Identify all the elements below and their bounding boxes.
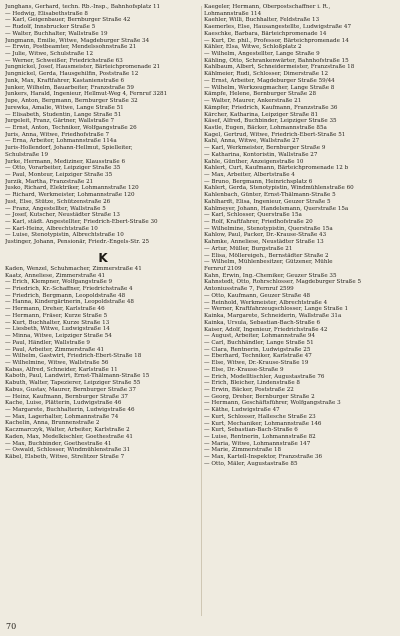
directory-entry: Kaehler, Willi, Buchhalter, Feldstraße 13 — [204, 17, 320, 24]
directory-entry: — Katharina, Kontoristin, Wallstraße 27 — [204, 151, 318, 158]
directory-entry: — Maria, Witwe, Lohmannstraße 147 — [204, 440, 311, 447]
column-divider — [201, 6, 202, 616]
directory-entry: — Heinz, Kaufmann, Bernburger Straße 37 — [5, 393, 128, 400]
directory-entry: — Otto, Kaufmann, Geuzer Straße 48 — [204, 292, 311, 299]
directory-entry: Jurewka, Amalie, Witwe, Lange Straße 51 — [5, 104, 124, 111]
directory-entry: — Elisabeth, Studentin, Lange Straße 51 — [5, 111, 122, 118]
directory-entry: — Walter, Buchhalter, Wallstraße 19 — [5, 30, 108, 37]
directory-entry: — Wilhelm, Angestellter, Lange Straße 9 — [204, 51, 320, 58]
directory-entry: Kaboth, Paul, Landwirt, Ernst-Thälmann-Straße 15 — [5, 373, 150, 380]
directory-entry: — Erich, Modelltischler, Augustastraße 76 — [204, 373, 325, 380]
directory-entry: Kagel, Gertrud, Witwe, Friedrich-Ebert-Straße 51 — [204, 131, 346, 138]
directory-entry: Kainka, Ursula, Sebastian-Bach-Straße 6 — [204, 319, 321, 326]
directory-entry: — Clara, Rentnerin, Ludwigstraße 25 — [204, 346, 311, 353]
directory-entry: — Karl, städt. Angestellter, Friedrich-Ebert-Straße 30 — [5, 219, 158, 225]
directory-entry: — Wilhelm, Mühlenbesitzer, Gützener, Mühle — [204, 259, 333, 266]
directory-entry: Kähling, Otto, Schrankenwärter, Bahnhofstraße 15 — [204, 57, 349, 64]
directory-entry: Kachelin, Anna, Brunnenstraße 2 — [5, 420, 100, 427]
directory-entry: Kache, Luise, Plätterin, Ludwigstraße 46 — [5, 400, 122, 407]
directory-entry: Juris, Anna, Witwe, Friedhofstraße 7 — [5, 131, 110, 138]
directory-entry: Kahlow, Paul, Packer, Dr.-Krause-Straße 43 — [204, 232, 327, 239]
directory-entry: — Else, Witwe, Dr.-Krause-Straße 19 — [204, 360, 309, 367]
directory-entry: Kähler, Elsa, Witwe, Schloßplatz 2 — [204, 44, 302, 51]
directory-entry: — Franz, Angestellter, Wallstraße 5 — [5, 205, 106, 212]
directory-entry: — Kurt, Mechaniker, Lohmannstraße 146 — [204, 420, 322, 427]
directory-entry: Jurzik, Martha, Franzstraße 21 — [5, 178, 94, 185]
directory-entry: Kaczmarczyk, Walter, Arbeiter, Karlstraße 2 — [5, 427, 130, 434]
directory-entry: — Erwin, Postbeamter, Mendelssohnstraße 21 — [5, 44, 137, 51]
directory-entry: Junkers, Harald, Ingenieur, Hellmut-Weg 4, Fernruf 3281 — [5, 91, 168, 98]
directory-entry: Kabas, Alfred, Schneider, Karlstraße 11 — [5, 366, 118, 373]
directory-entry: — Rolf, Kraftfahrer, Friedhofstraße 20 — [204, 219, 313, 225]
directory-entry: — Oswald, Schlosser, Windmühlenstraße 31 — [5, 447, 131, 454]
directory-entry: Jusko, Richard, Elektriker, Lohmannstraße 120 — [5, 185, 139, 192]
directory-entry: Kastle, Eugen, Bäcker, Lohmannstraße 85a — [204, 124, 327, 131]
directory-entry: — August, Arbeiter, Lohmannstraße 94 — [204, 333, 316, 340]
directory-entry: — Artur, Müller, Burgstraße 21 — [204, 245, 293, 252]
directory-entry: — Margarete, Buchhalterin, Ludwigstraße 46 — [5, 406, 135, 413]
directory-entry: Käsef, Alfred, Buchbinder, Leipziger Straße 35 — [204, 118, 337, 125]
directory-entry: — Luise, Stenotypistin, Albrechtstraße 10 — [5, 232, 124, 239]
page-number: 70 — [6, 622, 17, 631]
directory-entry: Kahlert, Curt, Kaufmann, Bärteichpromenade 12 b — [204, 165, 349, 172]
directory-entry: Kämpfe, Helene, Bernburger Straße 28 — [204, 91, 317, 98]
directory-entry: — Hanna, Kindergärtnerin, Leopoldstraße 48 — [5, 299, 134, 306]
directory-entry: — Otto, Mäler, Augustastraße 85 — [204, 460, 298, 467]
left-column — [5, 4, 201, 461]
directory-entry: Jungnickel, Josef, Hausmeister, Bärteichpromenade 21 — [5, 64, 161, 71]
directory-entry: — Marie, Zimmerstraße 18 — [204, 447, 282, 454]
directory-entry: — Josef, Kutscher, Neustädter Straße 13 — [5, 212, 120, 219]
directory-entry: — Wilhelm, Gastwirt, Friedrich-Ebert-Straße 18 — [5, 353, 142, 360]
directory-entry: — Minna, Witwe, Leipziger Straße 54 — [5, 333, 112, 340]
directory-entry: — Liesbeth, Witwe, Ludwigstraße 14 — [5, 326, 110, 333]
directory-entry: Kämpfer, Friedrich, Kaufmann, Franzstraße 36 — [204, 104, 338, 111]
directory-entry: — Julie, Witwe, Schulstraße 12 — [5, 51, 94, 58]
directory-entry: — Luise, Rentnerin, Lohmannstraße 82 — [204, 434, 316, 440]
directory-entry: Kärcher, Katharina, Leipziger Straße 81 — [204, 111, 319, 118]
right-column-entries — [204, 4, 400, 468]
directory-entry: Fernruf 2109 — [204, 266, 242, 273]
directory-entry: — Eberhard, Techniker, Karlstraße 47 — [204, 353, 312, 360]
directory-entry: — Erna, Arbeiter, Lohmannstraße 114a — [5, 138, 117, 145]
directory-entry: — Bruno, Bergmann, Heinrichsplatz 6 — [204, 178, 313, 185]
directory-entry: — Ernst, Arbeiter, Magdeburger Straße 59/44 — [204, 77, 335, 84]
directory-entry: — Erwin, Bäcker, Poststraße 22 — [204, 386, 294, 393]
directory-entry: — Wilhelmine, Stenotypistin, Querstraße 15a — [204, 225, 333, 232]
directory-entry: — Karl-Heinz, Albrechtstraße 10 — [5, 225, 98, 232]
directory-entry: Kabuth, Walter, Tapezierer, Leipziger Straße 55 — [5, 380, 141, 387]
directory-entry: — Hermann, Geschäftsführer, Wolfgangstraße 3 — [204, 400, 341, 407]
directory-entry: — Ernst, Anton, Techniker, Wolfgangstraße 26 — [5, 124, 137, 131]
directory-entry: Jurke, Hermann, Mediziner, Klausstraße 6 — [5, 158, 125, 165]
directory-entry: — Werner, Schweißer, Friedrichstraße 63 — [5, 57, 123, 64]
directory-entry: — Wilhelm, Werkzeugmacher, Lange Straße 8 — [204, 84, 335, 91]
directory-entry: Lohmannstraße 114 — [204, 10, 262, 17]
directory-entry: — Werner, Kraftfahrzeugschlosser, Lange Straße 1 — [204, 306, 349, 313]
directory-entry: Justinger, Johann, Pensionär, Friedr.-Engels-Str. 25 — [5, 239, 150, 246]
directory-entry: Jupe, Anton, Bergmann, Bernburger Straße 32 — [5, 98, 138, 105]
directory-entry: — Elisa, Möllereigeh., Bernstädter Straße 2 — [204, 252, 329, 259]
directory-entry: Jungnickel, Gerda, Hausgehilfin, Poststraße 12 — [5, 71, 139, 78]
directory-entry: Kahn, Erwin, Ing.-Chemiker, Geuzer Straße 35 — [204, 272, 337, 279]
directory-entry: — Hermann, Fräser, Kurze Straße 5 — [5, 312, 108, 319]
directory-entry: Käbel, Elsbeth, Witwe, Strelitzer Straße 7 — [5, 454, 125, 460]
directory-entry: Juris-Hollendorf, Johann-Hellmut, Spielleiter, — [5, 145, 133, 152]
directory-entry: — Max, Arbeiter, Albertstraße 4 — [204, 171, 295, 178]
directory-entry: Kainka, Margarete, Schneiderin, Wallstraße 31a — [204, 313, 342, 320]
directory-entry: Kaeschke, Barbara, Bärteichpromenade 14 — [204, 30, 327, 37]
directory-entry: Kahmke, Anneliese, Neustädter Straße 13 — [204, 239, 324, 246]
directory-entry: — Max, Lagerhalter, Lohmannstraße 74 — [5, 413, 119, 420]
directory-entry: Kaiser, Adolf, Ingenieur, Friedrichstraße 42 — [204, 326, 328, 333]
directory-entry: — Friedrich, Bergmann, Leopoldstraße 48 — [5, 292, 126, 299]
directory-entry: — Paul, Monteur, Leipziger Straße 35 — [5, 171, 113, 178]
directory-entry: Kaatz, Anneliese, Zimmerstraße 41 — [5, 272, 106, 279]
directory-entry: — Max, Buchbinder, Goethestraße 41 — [5, 440, 112, 447]
directory-entry: — Walter, Maurer, Ankerstraße 21 — [204, 98, 302, 105]
directory-entry: Kahlhardt, Elisa, Ingenieur, Geuzer Straße 5 — [204, 198, 331, 205]
directory-entry: Just, Else, Stütze, Schützenstraße 26 — [5, 198, 111, 205]
directory-entry: — Karl, Geigenbauer, Bernburger Straße 42 — [5, 17, 131, 24]
directory-entry: Junker, Wilhelm, Bauarbeiter, Franzstraße 59 — [5, 84, 134, 91]
directory-entry: Kählmeier, Rudi, Schlosser, Dimerstraße 12 — [204, 71, 328, 78]
directory-entry: — Reinhold, Werkmeister, Albrechtstraße 4 — [204, 299, 328, 306]
directory-entry: Kahlenbach, Günter, Ernst-Thälmann-Straße 5 — [204, 192, 336, 199]
directory-entry: Jurgeleit, Franz, Gärtner, Wallstraße 7 — [5, 118, 115, 125]
directory-entry: — Karl, Schlosser, Querstraße 15a — [204, 212, 302, 219]
directory-entry: — Hedwig, Elisabethstraße 8 — [5, 10, 88, 17]
directory-entry: — Paul, Händler, Wallstraße 9 — [5, 339, 90, 346]
directory-entry: — Georg, Dreher, Bernburger Straße 2 — [204, 393, 315, 400]
directory-entry: — Käthe, Ludwigstraße 47 — [204, 407, 280, 414]
directory-entry: — Rudolf, Innsbrucker Straße 5 — [5, 24, 96, 31]
directory-entry: — Kurt, Schlosser, Hallesche Straße 23 — [204, 413, 316, 420]
directory-entry: Kahlbaum, Albert, Schneidermeister, Franzstraße 18 — [204, 64, 355, 71]
directory-entry: Kahlert, Gerda, Stenotypistin, Windmühlenstraße 60 — [204, 185, 354, 192]
directory-entry: Kaemerles, Else, Hausangestellte, Ludwigstraße 47 — [204, 24, 352, 31]
directory-entry: — Wilhelmine, Witwe, Wallstraße 56 — [5, 359, 109, 366]
directory-entry: Kaegeler, Hermann, Oberpostschaffner i. R., — [204, 4, 331, 10]
directory-entry: — Kurt, Sebastian-Bach-Straße 6 — [204, 427, 298, 434]
directory-entry: — Otto, Vorarbeiter, Leipziger Straße 35 — [5, 165, 121, 172]
directory-entry: Antoniusstraße 7, Fernruf 2599 — [204, 286, 294, 293]
section-letter: K — [98, 250, 108, 265]
directory-entry: Junghans, Gerhard, techn. Rb.-Insp., Bahnhofsplatz 11 — [5, 4, 161, 10]
directory-entry: — Paul, Arbeiter, Zimmerstraße 41 — [5, 346, 105, 353]
directory-entry: — Kurt, Buchhalter, Kurze Straße 13 — [5, 319, 110, 326]
directory-entry: Kaden, Max, Medelkischler, Goethestraße 41 — [5, 433, 133, 440]
left-column-top-entries — [5, 4, 201, 246]
directory-entry: — Hermann, Dreher, Karlstraße 46 — [5, 306, 105, 313]
directory-entry: Kahlmeyer, Johann, Handelsmann, Querstraße 15a — [204, 205, 349, 212]
directory-entry: — Richard, Werkmeister, Lohmannstraße 120 — [5, 192, 135, 199]
directory-entry: — Friedrich, Kr.-Schaffner, Friedrichstraße 4 — [5, 286, 133, 293]
directory-entry: Jungmann, Emilie, Witwe, Magdeburger Straße 34 — [5, 37, 150, 44]
directory-entry: Schulstraße 19 — [5, 151, 49, 158]
directory-entry: Kabus, Gustav, Maurer, Bernburger Straße 37 — [5, 386, 136, 393]
directory-entry: — Erich, Klempner, Wolfgangstraße 9 — [5, 279, 113, 286]
directory-entry: — Max, Kartell-Inspektor, Franzstraße 36 — [204, 454, 323, 461]
right-column — [204, 4, 400, 468]
directory-entry: Kaden, Wenzel, Schuhmacher, Zimmerstraße 41 — [5, 265, 142, 272]
directory-entry: Kahl, Anna, Witwe, Wallstraße 27 — [204, 138, 300, 145]
directory-entry: — Erich, Bleicher, Lindenstraße 8 — [204, 380, 300, 387]
directory-entry: — Kurt, Dr. phil., Professor, Bärteichpromenade 14 — [204, 37, 349, 44]
directory-entry: Kahle, Günther, Anzeigenstraße 10 — [204, 158, 304, 165]
directory-entry: Junk, Max, Kraftfahrer, Kastanienstraße 6 — [5, 77, 125, 84]
directory-entry: — Carl, Buchhändler, Lange Straße 51 — [204, 339, 314, 346]
left-column-bottom-entries — [5, 266, 201, 461]
directory-entry: Kahnstedt, Otto, Rohrschlosser, Magdeburger Straße 5 — [204, 279, 362, 286]
directory-entry: — Else, Dr.-Krause-Straße 9 — [204, 366, 284, 373]
directory-entry: — Karl, Werkmeister, Bernburger Straße 9 — [204, 145, 326, 152]
